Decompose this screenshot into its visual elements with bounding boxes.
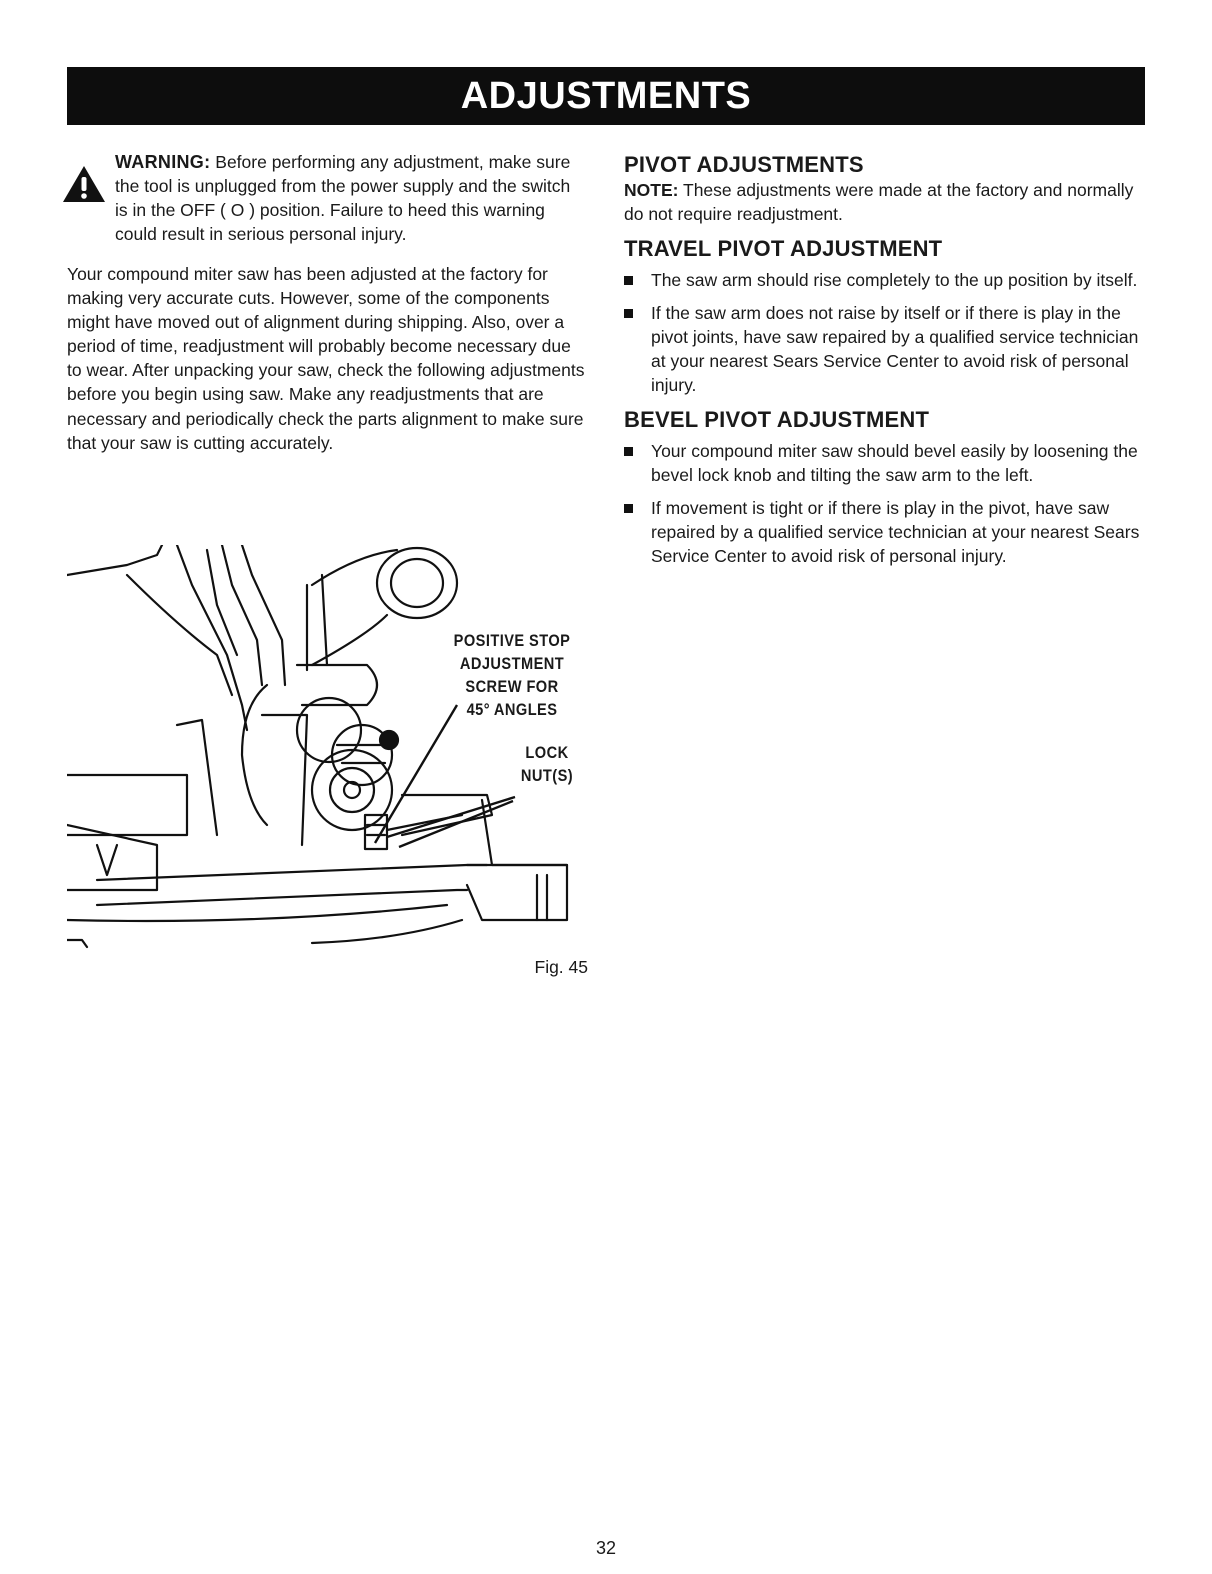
callout-line: SCREW FOR xyxy=(465,677,559,696)
list-item: The saw arm should rise completely to the up position by itself. xyxy=(624,268,1149,292)
callout-line: POSITIVE STOP xyxy=(453,631,571,650)
travel-pivot-list xyxy=(624,268,1149,397)
list-item: If the saw arm does not raise by itself or if there is play in the pivot joints, have saw repaired by a qualified service technician at your nearest Sears Service Center to avoid risk of personal injury. xyxy=(624,301,1149,397)
bullet-square-icon xyxy=(624,447,633,456)
note-text: These adjustments were made at the factory and normally do not require readjustment. xyxy=(624,180,1134,224)
warning-text: Before performing any adjustment, make sure the tool is unplugged from the power supply and the switch is in the OFF ( O ) position. Failure to heed this warning could result in serious personal injury. xyxy=(115,152,571,244)
list-item: If movement is tight or if there is play in the pivot, have saw repaired by a qualified service technician at your nearest Sears Service Center to avoid risk of personal injury. xyxy=(624,496,1149,568)
right-column xyxy=(624,150,1149,578)
callout-line: LOCK xyxy=(525,743,569,762)
figure-45 xyxy=(67,545,592,985)
left-column xyxy=(67,150,587,472)
pivot-note xyxy=(624,178,1149,226)
bevel-pivot-heading: BEVEL PIVOT ADJUSTMENT xyxy=(624,407,930,432)
warning-label: WARNING: xyxy=(115,152,211,172)
list-item: Your compound miter saw should bevel easily by loosening the bevel lock knob and tilting the saw arm to the left. xyxy=(624,439,1149,487)
pivot-adjustments-heading: PIVOT ADJUSTMENTS xyxy=(624,152,864,177)
travel-pivot-heading: TRAVEL PIVOT ADJUSTMENT xyxy=(624,236,943,261)
page-title: ADJUSTMENTS xyxy=(460,74,752,117)
bullet-square-icon xyxy=(624,504,633,513)
callout-line: ADJUSTMENT xyxy=(459,654,565,673)
warning-triangle-icon xyxy=(61,164,107,204)
page-number: 32 xyxy=(595,1538,617,1558)
figure-caption: Fig. 45 xyxy=(534,957,588,977)
note-label: NOTE: xyxy=(624,180,679,200)
bullet-square-icon xyxy=(624,309,633,318)
page-header-bar xyxy=(67,67,1145,125)
callout-line: 45° ANGLES xyxy=(466,700,558,719)
bullet-square-icon xyxy=(624,276,633,285)
callout-lock-nuts xyxy=(513,741,582,787)
intro-paragraph: Your compound miter saw has been adjusted at the factory for making very accurate cuts. However, some of the components might have moved out of alignment during shipping. Also, over a period of time, readjustment will probably become necessary due to wear. After unpacking your saw, check the following adjustments before you begin using saw. Make any readjustments that are necessary and periodically check the parts alignment to make sure that your saw is cutting accurately. xyxy=(67,264,585,453)
callout-line: NUT(S) xyxy=(520,766,574,785)
callout-positive-stop-screw xyxy=(448,629,577,721)
warning-block xyxy=(67,150,587,246)
bevel-pivot-list xyxy=(624,439,1149,568)
